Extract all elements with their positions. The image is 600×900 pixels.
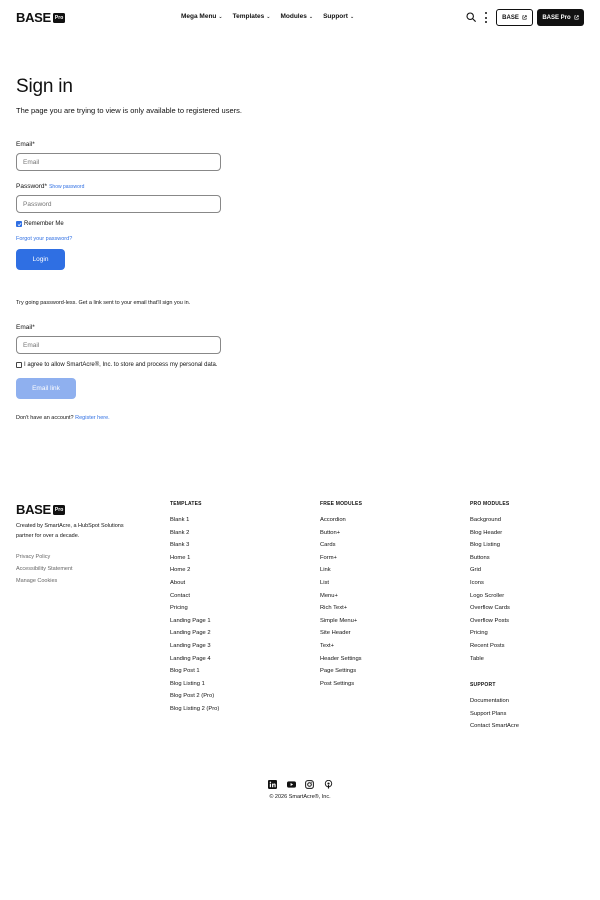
footer-link[interactable]: Logo Scroller	[470, 592, 505, 599]
footer-logo-badge: Pro	[54, 506, 64, 513]
footer-link[interactable]: List	[320, 579, 330, 586]
footer-link[interactable]: Pricing	[170, 605, 188, 612]
register-link[interactable]: Register here.	[75, 415, 110, 421]
footer-link[interactable]: Landing Page 3	[170, 642, 211, 649]
footer-link[interactable]: Button+	[320, 529, 341, 536]
nav-support[interactable]	[323, 13, 354, 20]
footer-link[interactable]: Overflow Posts	[470, 617, 509, 624]
page-subtitle: The page you are trying to view is only available to registered users.	[16, 106, 242, 115]
footer-link[interactable]: Blank 3	[170, 542, 190, 549]
passwordless-email-label: Email*	[16, 324, 35, 331]
external-link-icon	[574, 15, 579, 20]
chevron-down-icon: ⌄	[218, 13, 223, 20]
password-input[interactable]	[16, 195, 221, 213]
logo-text: BASE	[16, 10, 51, 25]
footer-link[interactable]: Site Header	[320, 630, 351, 637]
nav-mega-menu[interactable]	[181, 13, 223, 20]
youtube-icon[interactable]	[287, 780, 296, 789]
footer-link[interactable]: Menu+	[320, 592, 338, 599]
no-account-text: Don't have an account?	[16, 415, 74, 421]
footer-logo-text: BASE	[16, 502, 51, 517]
templates-heading: TEMPLATES	[170, 501, 202, 507]
free-modules-heading: FREE MODULES	[320, 501, 363, 507]
copyright: © 2026 SmartAcre®, Inc.	[269, 794, 331, 800]
nav-label: Mega Menu	[181, 13, 217, 20]
footer-link[interactable]: Blank 2	[170, 529, 190, 536]
footer-link[interactable]: Simple Menu+	[320, 617, 358, 624]
footer-link[interactable]: Blank 1	[170, 517, 190, 523]
checkmark-icon	[17, 222, 22, 227]
footer-description: Created by SmartAcre, a HubSpot Solutions partner for over a decade.	[16, 523, 124, 539]
footer-link[interactable]: Recent Posts	[470, 642, 505, 649]
footer-legal-links	[16, 551, 73, 587]
linkedin-icon[interactable]	[268, 780, 277, 789]
social-links	[268, 780, 342, 789]
footer-link[interactable]: Documentation	[470, 698, 509, 704]
footer-link[interactable]: Blog Header	[470, 529, 503, 536]
footer-link[interactable]: Blog Listing	[470, 542, 500, 549]
footer-link[interactable]: Text+	[320, 642, 335, 649]
pro-modules-heading: PRO MODULES	[470, 501, 510, 507]
nav-label: Templates	[232, 13, 265, 20]
footer-link[interactable]: About	[170, 579, 186, 586]
footer-link[interactable]: Background	[470, 517, 501, 523]
podcast-icon[interactable]	[324, 780, 333, 789]
footer-link[interactable]: Blog Post 1	[170, 668, 200, 675]
footer-link[interactable]: Home 1	[170, 554, 191, 561]
footer-link[interactable]: Form+	[320, 554, 337, 561]
manage-cookies-link[interactable]: Manage Cookies	[16, 578, 58, 584]
accessibility-statement-link[interactable]: Accessibility Statement	[16, 566, 73, 572]
privacy-policy-link[interactable]: Privacy Policy	[16, 554, 51, 560]
footer-link[interactable]: Contact SmartAcre	[470, 723, 519, 730]
footer-logo[interactable]	[16, 503, 65, 516]
base-pro-button[interactable]	[537, 9, 584, 26]
email-link-button[interactable]: Email link	[16, 378, 76, 399]
nav-modules[interactable]	[280, 13, 313, 20]
footer-templates-column	[170, 501, 219, 716]
no-account-row	[16, 415, 110, 421]
instagram-icon[interactable]	[305, 780, 314, 789]
chevron-down-icon: ⌄	[349, 13, 355, 20]
nav-templates[interactable]	[233, 13, 271, 20]
nav-label: Support	[323, 13, 348, 20]
passwordless-email-input[interactable]	[16, 336, 221, 354]
footer-link[interactable]: Landing Page 4	[170, 655, 211, 662]
footer-link[interactable]: Pricing	[470, 630, 488, 637]
footer-link[interactable]: Page Settings	[320, 668, 357, 675]
footer-link[interactable]: Buttons	[470, 554, 490, 561]
footer-link[interactable]: Landing Page 1	[170, 617, 211, 624]
main-nav	[181, 13, 364, 20]
chevron-down-icon: ⌄	[266, 13, 271, 20]
email-input[interactable]	[16, 153, 221, 171]
remember-me-label: Remember Me	[24, 221, 64, 227]
footer-link[interactable]: Blog Post 2 (Pro)	[170, 693, 215, 700]
show-password-link[interactable]: Show password	[49, 184, 85, 190]
consent-label: I agree to allow SmartAcre®, Inc. to store and process my personal data.	[24, 362, 218, 368]
password-label-row	[16, 183, 84, 190]
footer-link[interactable]: Contact	[170, 592, 190, 599]
forgot-password-link[interactable]: Forgot your password?	[16, 236, 73, 242]
footer-link[interactable]: Post Settings	[320, 680, 355, 687]
page-title: Sign in	[16, 76, 73, 97]
footer-link[interactable]: Blog Listing 2 (Pro)	[170, 705, 220, 712]
passwordless-text: Try going password-less. Get a link sent to your email that'll sign you in.	[16, 300, 191, 306]
footer-free-modules-column	[320, 501, 362, 690]
remember-me-checkbox[interactable]	[16, 221, 22, 227]
more-options-icon[interactable]	[484, 12, 488, 23]
consent-checkbox[interactable]	[16, 362, 22, 368]
footer-link[interactable]: Landing Page 2	[170, 630, 211, 637]
password-label: Password*	[16, 183, 48, 190]
chevron-down-icon: ⌄	[308, 13, 314, 20]
login-button[interactable]: Login	[16, 249, 65, 270]
external-link-icon	[522, 15, 527, 20]
footer-pro-modules-column	[470, 501, 510, 665]
footer-link[interactable]: Blog Listing 1	[170, 680, 205, 687]
footer-link[interactable]: Overflow Cards	[470, 605, 510, 612]
base-pro-button-label: BASE Pro	[542, 14, 571, 21]
logo-badge: Pro	[54, 14, 64, 21]
site-logo[interactable]	[16, 11, 65, 24]
base-button-label: BASE	[502, 14, 519, 21]
footer-link[interactable]: Icons	[470, 579, 484, 586]
footer-support-column	[470, 682, 519, 733]
nav-label: Modules	[280, 13, 307, 20]
footer-link[interactable]: Table	[470, 655, 484, 662]
footer-link[interactable]: Link	[320, 567, 331, 574]
footer-link[interactable]: Home 2	[170, 567, 191, 574]
site-header	[0, 0, 600, 36]
footer-link[interactable]: Accordion	[320, 517, 346, 523]
footer-link[interactable]: Header Settings	[320, 655, 362, 662]
support-heading: SUPPORT	[470, 682, 496, 688]
email-label: Email*	[16, 141, 35, 148]
consent-row	[16, 362, 218, 368]
footer-link[interactable]: Support Plans	[470, 710, 507, 717]
search-icon[interactable]	[466, 12, 476, 22]
remember-me-row	[16, 221, 64, 227]
base-button[interactable]	[496, 9, 533, 26]
footer-link[interactable]: Grid	[470, 567, 481, 574]
footer-link[interactable]: Cards	[320, 542, 336, 549]
footer-link[interactable]: Rich Text+	[320, 605, 348, 612]
